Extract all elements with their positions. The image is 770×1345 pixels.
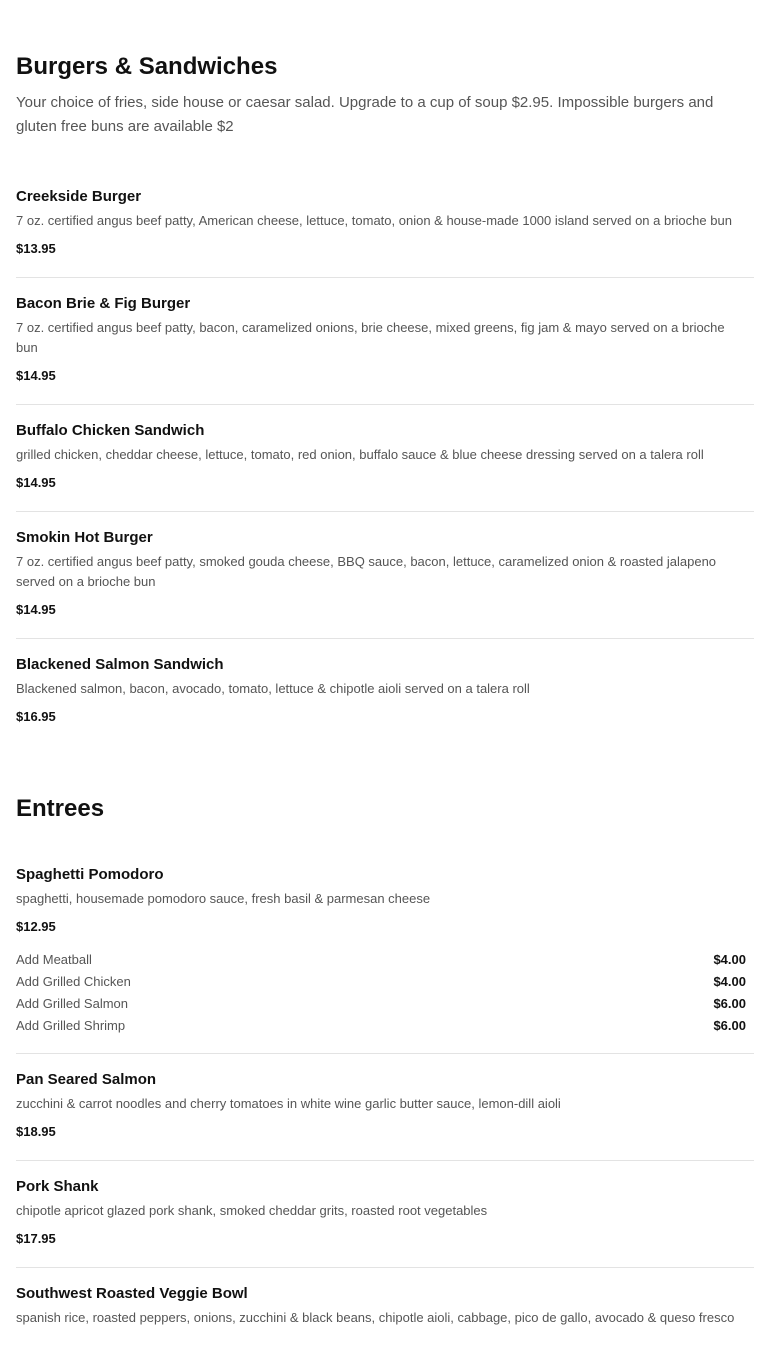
item-price: $14.95	[16, 475, 56, 490]
item-description: 7 oz. certified angus beef patty, bacon, caramelized onions, brie cheese, mixed greens, fig jam & mayo served on a brioche bun	[16, 320, 725, 355]
item-price: $14.95	[16, 602, 56, 617]
addon-row[interactable]	[16, 993, 746, 1015]
item-name: Pork Shank	[16, 1178, 99, 1195]
addon-name: Add Grilled Salmon	[16, 996, 128, 1011]
item-description: Blackened salmon, bacon, avocado, tomato, lettuce & chipotle aioli served on a talera roll	[16, 681, 530, 696]
menu-item[interactable]	[16, 1268, 754, 1328]
item-description: 7 oz. certified angus beef patty, American cheese, lettuce, tomato, onion & house-made 1000 island served on a brioche bun	[16, 213, 732, 228]
item-description: spaghetti, housemade pomodoro sauce, fresh basil & parmesan cheese	[16, 891, 431, 906]
item-name: Southwest Roasted Veggie Bowl	[16, 1285, 248, 1302]
menu-item[interactable]	[16, 405, 754, 512]
item-description: 7 oz. certified angus beef patty, smoked gouda cheese, BBQ sauce, bacon, lettuce, caramelized onion & roasted jalapeno served on a brioche bun	[16, 554, 717, 589]
menu-item[interactable]	[16, 1161, 754, 1268]
menu-item[interactable]	[16, 512, 754, 639]
item-description: spanish rice, roasted peppers, onions, zucchini & black beans, chipotle aioli, cabbage, pico de gallo, avocado & queso fresco	[16, 1310, 735, 1325]
item-name: Pan Seared Salmon	[16, 1071, 157, 1088]
menu-item[interactable]	[16, 278, 754, 405]
addon-price: $6.00	[713, 1018, 746, 1033]
item-name: Creekside Burger	[16, 188, 142, 205]
item-price: $18.95	[16, 1124, 56, 1139]
item-price: $14.95	[16, 368, 56, 383]
addon-row[interactable]	[16, 971, 746, 993]
addon-list	[16, 949, 746, 1037]
addon-row[interactable]	[16, 1015, 746, 1037]
menu-item[interactable]	[16, 639, 754, 727]
addon-name: Add Grilled Chicken	[16, 974, 131, 989]
addon-price: $4.00	[713, 974, 746, 989]
addon-price: $6.00	[713, 996, 746, 1011]
menu-list	[16, 865, 754, 1328]
burgers-section	[16, 0, 754, 727]
addon-name: Add Grilled Shrimp	[16, 1018, 126, 1033]
item-name: Buffalo Chicken Sandwich	[16, 422, 205, 439]
item-price: $17.95	[16, 1231, 56, 1246]
item-description: grilled chicken, cheddar cheese, lettuce, tomato, red onion, buffalo sauce & blue cheese dressing served on a talera roll	[16, 447, 704, 462]
item-price: $12.95	[16, 919, 56, 934]
item-description: chipotle apricot glazed pork shank, smoked cheddar grits, roasted root vegetables	[16, 1203, 488, 1218]
section-title: Burgers & Sandwiches	[16, 53, 278, 80]
menu-list	[16, 187, 754, 727]
addon-price: $4.00	[713, 952, 746, 967]
addon-name: Add Meatball	[16, 952, 92, 967]
section-title: Entrees	[16, 795, 105, 822]
menu-item[interactable]	[16, 1054, 754, 1161]
menu-item[interactable]	[16, 865, 754, 1054]
menu-item[interactable]	[16, 187, 754, 278]
item-name: Blackened Salmon Sandwich	[16, 656, 224, 673]
entrees-section	[16, 727, 754, 1328]
item-description: zucchini & carrot noodles and cherry tomatoes in white wine garlic butter sauce, lemon-dill aioli	[16, 1096, 561, 1111]
section-note: Your choice of fries, side house or caesar salad. Upgrade to a cup of soup $2.95. Impossible burgers and gluten free buns are available $2	[16, 94, 714, 135]
item-price: $16.95	[16, 709, 56, 724]
item-name: Bacon Brie & Fig Burger	[16, 295, 191, 312]
item-price: $13.95	[16, 241, 56, 256]
item-name: Smokin Hot Burger	[16, 529, 153, 546]
addon-row[interactable]	[16, 949, 746, 971]
item-name: Spaghetti Pomodoro	[16, 866, 164, 883]
